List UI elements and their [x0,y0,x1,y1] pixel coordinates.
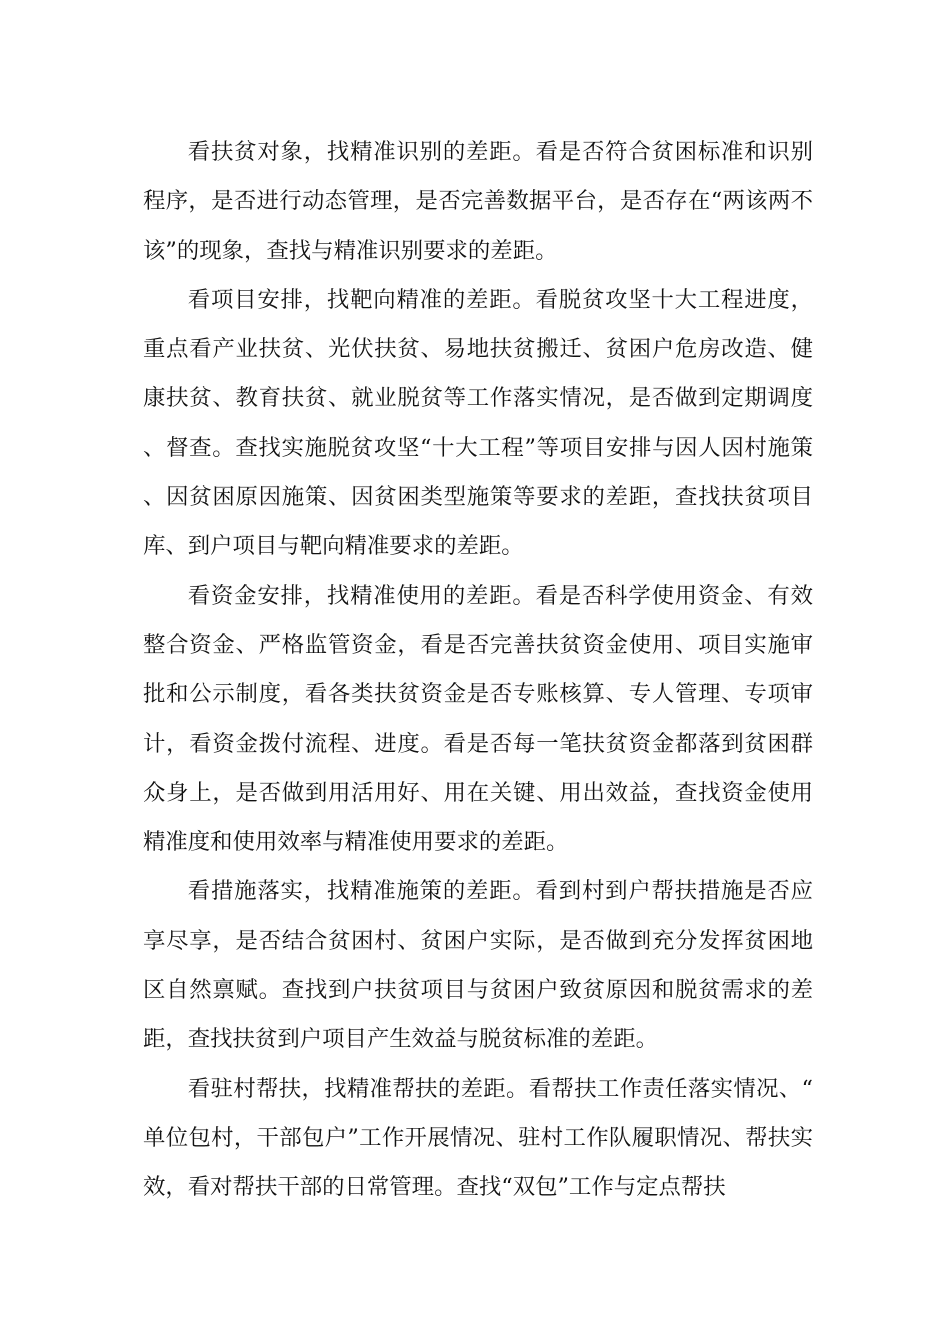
paragraph-project-arrangement: 看项目安排，找靶向精准的差距。看脱贫攻坚十大工程进度，重点看产业扶贫、光伏扶贫、易地扶贫搬迁、贫困户危房改造、健康扶贫、教育扶贫、就业脱贫等工作落实情况，是否做到定期调度、督查。查找实施脱贫攻坚“十大工程”等项目安排与因人因村施策、因贫困原因施策、因贫困类型施策等要求的差距，查找扶贫项目库、到户项目与靶向精准要求的差距。 [143,286,813,560]
document-body [143,128,813,1213]
paragraph-measures: 看措施落实，找精准施策的差距。看到村到户帮扶措施是否应享尽享，是否结合贫困村、贫困户实际，是否做到充分发挥贫困地区自然禀赋。查找到户扶贫项目与贫困户致贫原因和脱贫需求的差距，查找扶贫到户项目产生效益与脱贫标准的差距。 [143,878,813,1053]
paragraph-village-assistance: 看驻村帮扶，找精准帮扶的差距。看帮扶工作责任落实情况、“单位包村，干部包户”工作开展情况、驻村工作队履职情况、帮扶实效，看对帮扶干部的日常管理。查找“双包”工作与定点帮扶 [143,1075,813,1201]
paragraph-fund-arrangement: 看资金安排，找精准使用的差距。看是否科学使用资金、有效整合资金、严格监管资金，看是否完善扶贫资金使用、项目实施审批和公示制度，看各类扶贫资金是否专账核算、专人管理、专项审计，看资金拨付流程、进度。看是否每一笔扶贫资金都落到贫困群众身上，是否做到用活用好、用在关键、用出效益，查找资金使用精准度和使用效率与精准使用要求的差距。 [143,582,813,856]
paragraph-identification: 看扶贫对象，找精准识别的差距。看是否符合贫困标准和识别程序，是否进行动态管理，是否完善数据平台，是否存在“两该两不该”的现象，查找与精准识别要求的差距。 [143,139,813,264]
